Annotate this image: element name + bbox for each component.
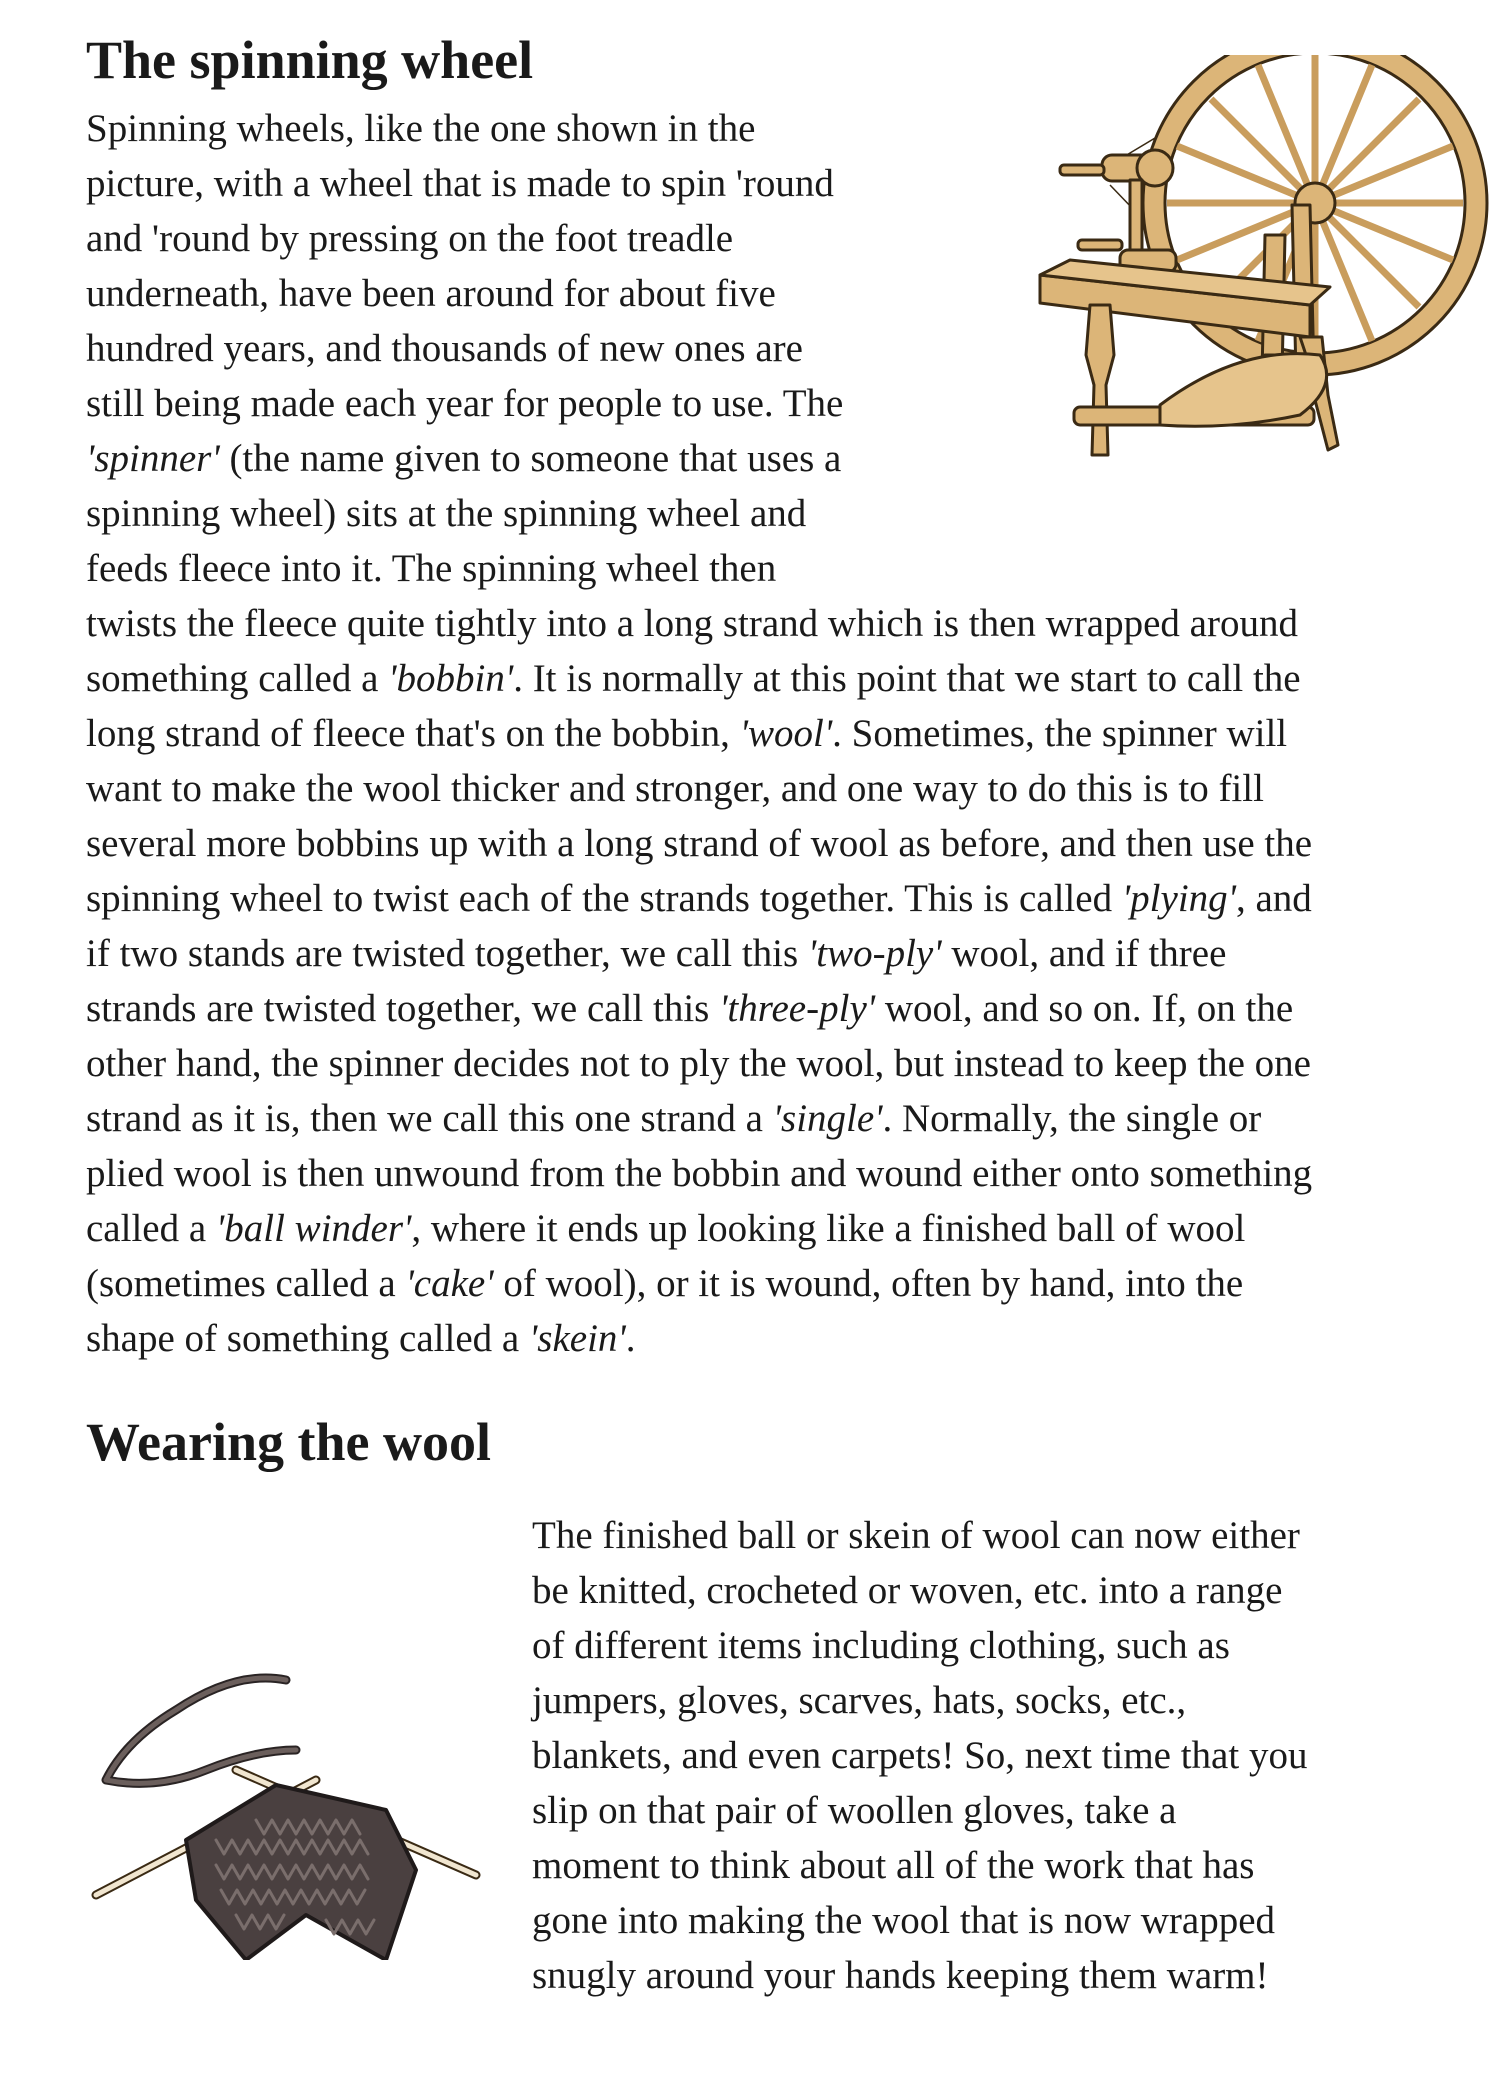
text-segment: jumpers, gloves, scarves, hats, socks, etc., (532, 1679, 1187, 1722)
text-line (86, 1311, 1312, 1366)
text-segment: . It is normally at this point that we start to call the (513, 657, 1301, 700)
text-line (86, 1256, 1312, 1311)
text-line (86, 596, 1312, 651)
text-segment: , where it ends up looking like a finished ball of wool (411, 1207, 1246, 1250)
text-line (86, 871, 1312, 926)
text-segment: spinning wheel to twist each of the strands together. This is called (86, 877, 1122, 920)
italic-term: 'bobbin' (388, 657, 514, 700)
text-segment: wool, and so on. If, on the (875, 987, 1294, 1030)
spinning-wheel-icon (1010, 55, 1490, 525)
text-segment: want to make the wool thicker and stronger, and one way to do this is to fill (86, 767, 1264, 810)
text-segment: , and (1236, 877, 1312, 920)
text-segment: blankets, and even carpets! So, next time that you (532, 1734, 1308, 1777)
heading-spinning-wheel: The spinning wheel (86, 30, 534, 90)
text-line (86, 541, 1312, 596)
text-segment: feeds fleece into it. The spinning wheel then (86, 547, 777, 590)
text-segment: slip on that pair of woollen gloves, take a (532, 1789, 1177, 1832)
text-segment: snugly around your hands keeping them warm! (532, 1954, 1269, 1997)
text-segment: moment to think about all of the work that has (532, 1844, 1255, 1887)
italic-term: 'wool' (739, 712, 833, 755)
text-segment: of different items including clothing, such as (532, 1624, 1230, 1667)
text-segment: other hand, the spinner decides not to ply the wool, but instead to keep the one (86, 1042, 1311, 1085)
text-segment: something called a (86, 657, 389, 700)
text-line (86, 981, 1312, 1036)
italic-term: 'spinner' (86, 437, 220, 480)
paragraph-wearing-the-wool (532, 1508, 1307, 2003)
text-line (532, 1948, 1307, 2003)
heading-wearing-the-wool: Wearing the wool (86, 1412, 491, 1472)
italic-term: 'three-ply' (719, 987, 876, 1030)
text-segment: several more bobbins up with a long strand of wool as before, and then use the (86, 822, 1313, 865)
text-segment: of wool), or it is wound, often by hand, into the (493, 1262, 1244, 1305)
text-line (86, 1091, 1312, 1146)
text-segment: picture, with a wheel that is made to spin 'round (86, 162, 834, 205)
text-segment: twists the fleece quite tightly into a long strand which is then wrapped around (86, 602, 1298, 645)
text-segment: (sometimes called a (86, 1262, 406, 1305)
text-segment: strand as it is, then we call this one strand a (86, 1097, 773, 1140)
knitting-drawing (96, 1678, 476, 1960)
text-segment: if two stands are twisted together, we call this (86, 932, 808, 975)
text-segment: long strand of fleece that's on the bobbin, (86, 712, 740, 755)
text-segment: called a (86, 1207, 216, 1250)
text-line (86, 761, 1312, 816)
italic-term: 'plying' (1121, 877, 1236, 920)
text-line (532, 1508, 1307, 1563)
text-segment: . Normally, the single or (882, 1097, 1262, 1140)
text-segment: gone into making the wool that is now wrapped (532, 1899, 1276, 1942)
text-segment: spinning wheel) sits at the spinning wheel and (86, 492, 807, 535)
text-segment: underneath, have been around for about five (86, 272, 776, 315)
italic-term: 'two-ply' (807, 932, 942, 975)
text-segment: be knitted, crocheted or woven, etc. into a range (532, 1569, 1283, 1612)
text-segment: . (625, 1317, 636, 1360)
text-segment: wool, and if three (941, 932, 1227, 975)
text-line (86, 926, 1312, 981)
text-segment: and 'round by pressing on the foot treadle (86, 217, 734, 260)
text-segment: (the name given to someone that uses a (219, 437, 842, 480)
knitting-icon (86, 1640, 506, 1960)
text-segment: still being made each year for people to use. The (86, 382, 844, 425)
text-line (532, 1728, 1307, 1783)
italic-term: 'single' (772, 1097, 883, 1140)
text-line (86, 1146, 1312, 1201)
text-segment: hundred years, and thousands of new ones are (86, 327, 803, 370)
text-segment: plied wool is then unwound from the bobbin and wound either onto something (86, 1152, 1313, 1195)
italic-term: 'skein' (528, 1317, 626, 1360)
text-segment: strands are twisted together, we call this (86, 987, 720, 1030)
text-line (532, 1618, 1307, 1673)
spinning-wheel-drawing (1040, 55, 1487, 455)
text-line (532, 1673, 1307, 1728)
text-line (532, 1563, 1307, 1618)
text-segment: shape of something called a (86, 1317, 529, 1360)
italic-term: 'cake' (405, 1262, 494, 1305)
text-line (86, 1036, 1312, 1091)
text-line (532, 1893, 1307, 1948)
italic-term: 'ball winder' (215, 1207, 412, 1250)
text-line (86, 1201, 1312, 1256)
text-segment: The finished ball or skein of wool can now either (532, 1514, 1300, 1557)
text-segment: Spinning wheels, like the one shown in the (86, 107, 756, 150)
text-line (86, 706, 1312, 761)
text-segment: . Sometimes, the spinner will (832, 712, 1288, 755)
text-line (86, 651, 1312, 706)
text-line (532, 1838, 1307, 1893)
text-line (532, 1783, 1307, 1838)
text-line (86, 816, 1312, 871)
